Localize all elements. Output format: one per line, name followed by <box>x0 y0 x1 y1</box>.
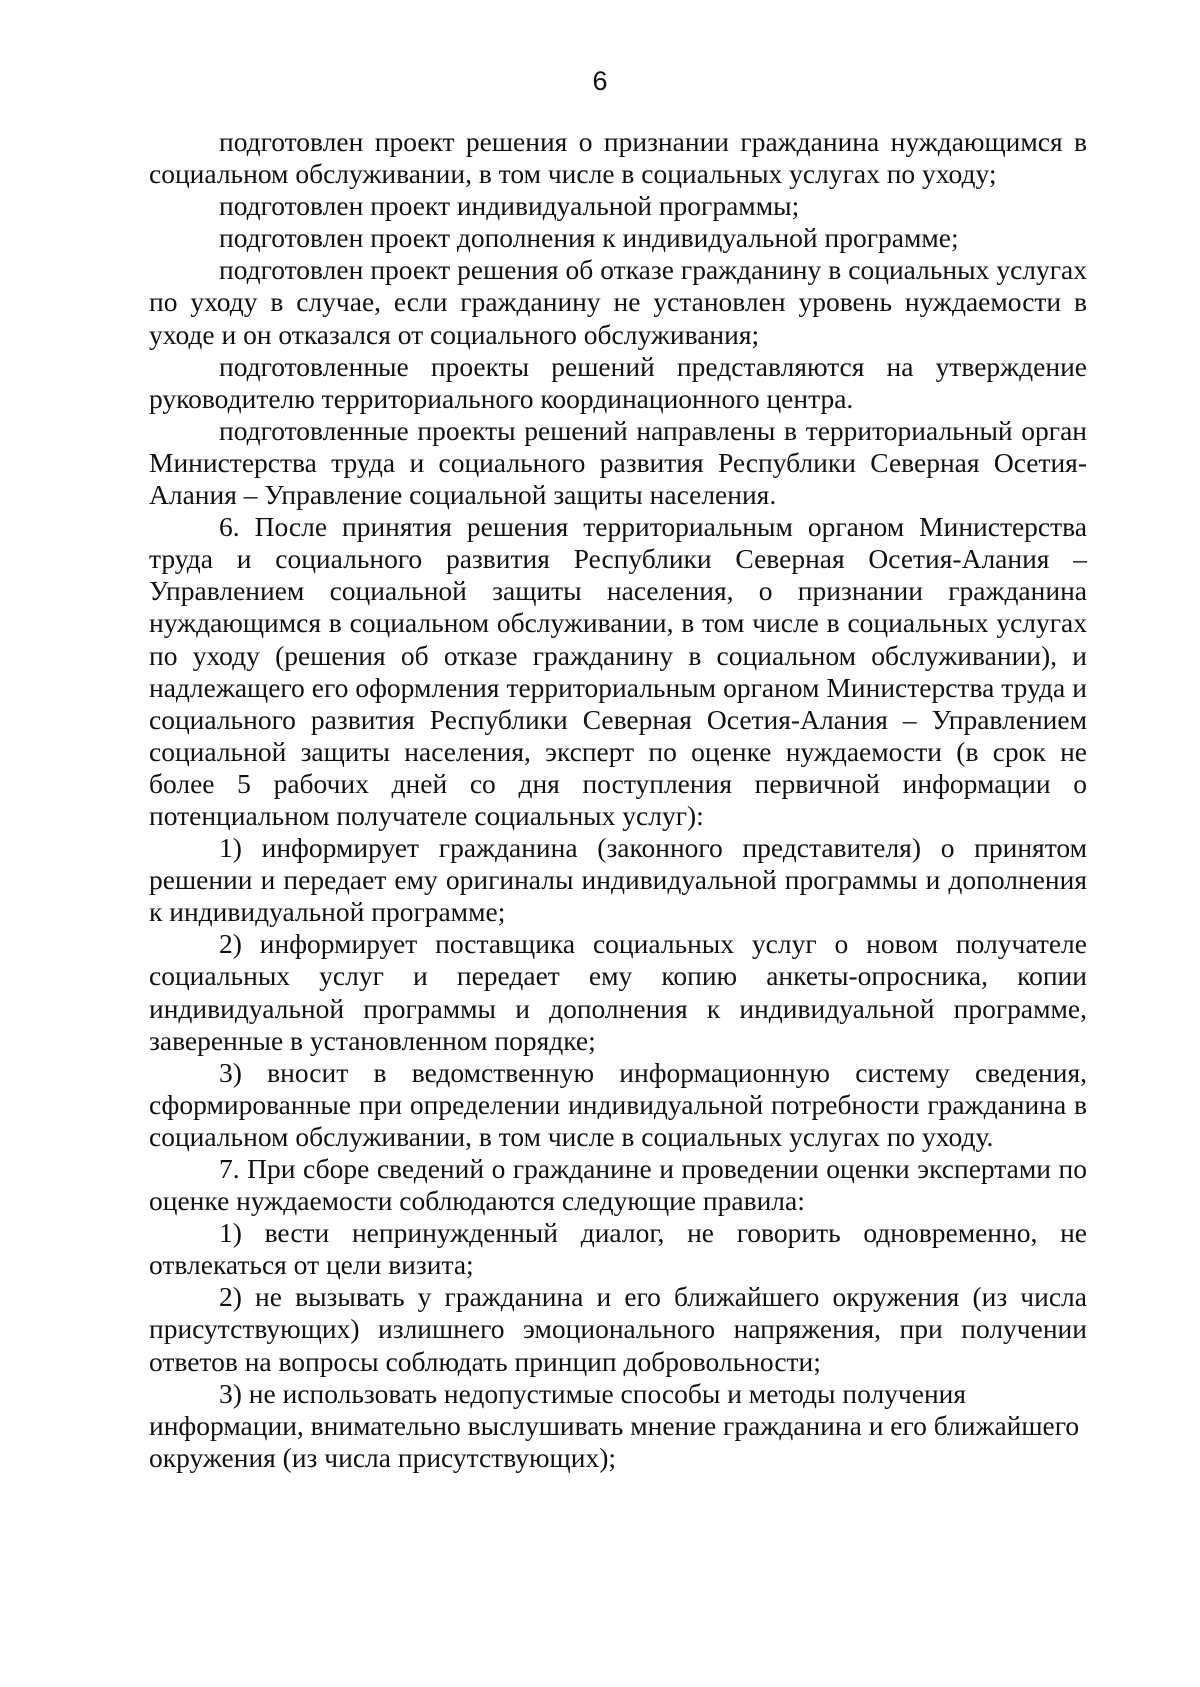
paragraph: подготовлен проект дополнения к индивидуальной программе; <box>219 222 959 254</box>
list-item: 2) информирует поставщика социальных услуг о новом получателе социальных услуг и передает ему копию анкеты-опросника, копии индивидуальной программы и дополнения к индивидуальной программе, заверенные в установленном порядке; <box>149 928 1087 1056</box>
paragraph-section-7: 7. При сборе сведений о гражданине и проведении оценки экспертами по оценке нуждаемости соблюдаются следующие правила: <box>149 1153 1087 1217</box>
paragraph: подготовлен проект решения об отказе гражданину в социальных услугах по уходу в случае, если гражданину не установлен уровень нуждаемости в уходе и он отказался от социального обслуживания; <box>149 254 1087 350</box>
list-item: 1) информирует гражданина (законного представителя) о принятом решении и передает ему оригиналы индивидуальной программы и дополнения к индивидуальной программе; <box>149 832 1087 928</box>
list-item: 2) не вызывать у гражданина и его ближайшего окружения (из числа присутствующих) излишнего эмоционального напряжения, при получении ответов на вопросы соблюдать принцип добровольности; <box>149 1281 1087 1377</box>
paragraph: подготовлен проект решения о признании гражданина нуждающимся в социальном обслуживании, в том числе в социальных услугах по уходу; <box>149 126 1087 190</box>
list-item: 1) вести непринужденный диалог, не говорить одновременно, не отвлекаться от цели визита; <box>149 1217 1087 1281</box>
document-body <box>149 126 1087 1474</box>
paragraph-section-6: 6. После принятия решения территориальным органом Министерства труда и социального развития Республики Северная Осетия-Алания – Управлением социальной защиты населения, о признании гражданина нуждающимся в социальном обслуживании, в том числе в социальных услугах по уходу (решения об отказе гражданину в социальном обслуживании), и надлежащего его оформления территориальным органом Министерства труда и социального развития Республики Северная Осетия-Алания – Управлением социальной защиты населения, эксперт по оценке нуждаемости (в срок не более 5 рабочих дней со дня поступления первичной информации о потенциальном получателе социальных услуг): <box>149 511 1087 831</box>
page-number: 6 <box>592 66 608 96</box>
list-item: 3) не использовать недопустимые способы и методы получения информации, внимательно выслушивать мнение гражданина и его ближайшего окружения (из числа присутствующих); <box>149 1377 1080 1473</box>
paragraph: подготовлен проект индивидуальной программы; <box>219 190 800 222</box>
paragraph: подготовленные проекты решений направлены в территориальный орган Министерства труда и социального развития Республики Северная Осетия-Алания – Управление социальной защиты населения. <box>149 414 1087 511</box>
paragraph: подготовленные проекты решений представляются на утверждение руководителю территориального координационного центра. <box>149 350 1087 414</box>
list-item: 3) вносит в ведомственную информационную систему сведения, сформированные при определении индивидуальной потребности гражданина в социальном обслуживании, в том числе в социальных услугах по уходу. <box>149 1056 1087 1152</box>
